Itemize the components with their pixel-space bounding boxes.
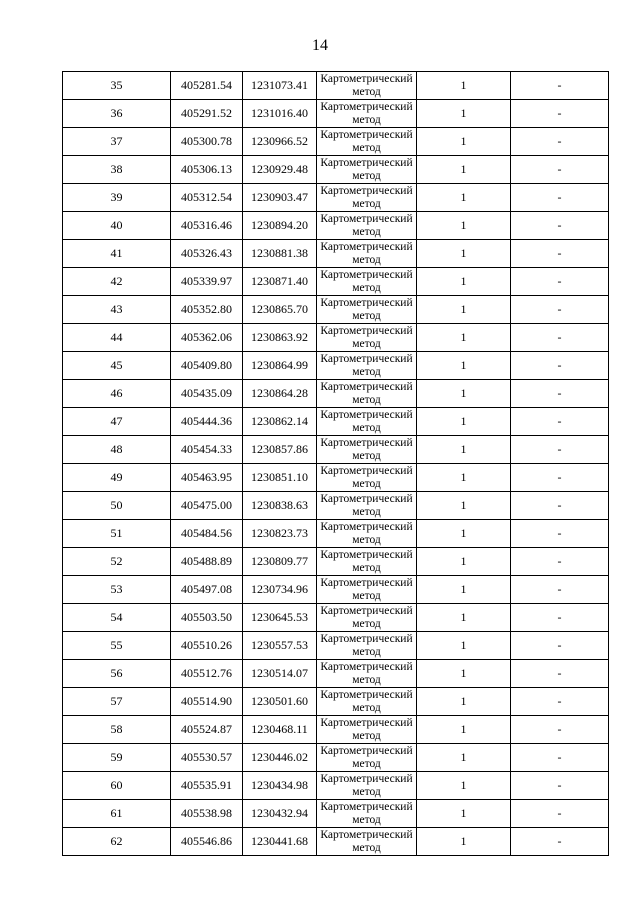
y-coordinate-cell: 1230441.68 <box>243 828 317 856</box>
table-row <box>63 632 609 660</box>
point-number-cell: 48 <box>63 436 171 464</box>
x-coordinate-cell: 405362.06 <box>171 324 243 352</box>
method-text: Картометрический метод <box>320 381 413 406</box>
table-row <box>63 100 609 128</box>
precision-cell: 1 <box>417 576 511 604</box>
point-number-cell: 37 <box>63 128 171 156</box>
x-coordinate-cell: 405409.80 <box>171 352 243 380</box>
table-row <box>63 660 609 688</box>
y-coordinate-cell: 1230966.52 <box>243 128 317 156</box>
method-text: Картометрический метод <box>320 661 413 686</box>
note-cell: - <box>511 296 609 324</box>
x-coordinate-cell: 405300.78 <box>171 128 243 156</box>
note-cell: - <box>511 520 609 548</box>
method-text: Картометрический метод <box>320 269 413 294</box>
method-text: Картометрический метод <box>320 521 413 546</box>
note-cell: - <box>511 492 609 520</box>
precision-cell: 1 <box>417 240 511 268</box>
precision-cell: 1 <box>417 464 511 492</box>
precision-cell: 1 <box>417 744 511 772</box>
table-row <box>63 716 609 744</box>
method-cell <box>317 548 417 576</box>
method-cell <box>317 72 417 100</box>
method-cell <box>317 660 417 688</box>
point-number-cell: 55 <box>63 632 171 660</box>
method-text: Картометрический метод <box>320 297 413 322</box>
method-text: Картометрический метод <box>320 437 413 462</box>
method-text: Картометрический метод <box>320 577 413 602</box>
precision-cell: 1 <box>417 632 511 660</box>
x-coordinate-cell: 405530.57 <box>171 744 243 772</box>
note-cell: - <box>511 240 609 268</box>
method-cell <box>317 296 417 324</box>
table-row <box>63 352 609 380</box>
method-cell <box>317 184 417 212</box>
point-number-cell: 42 <box>63 268 171 296</box>
point-number-cell: 43 <box>63 296 171 324</box>
x-coordinate-cell: 405306.13 <box>171 156 243 184</box>
coordinates-table <box>62 71 609 856</box>
point-number-cell: 49 <box>63 464 171 492</box>
y-coordinate-cell: 1230865.70 <box>243 296 317 324</box>
point-number-cell: 44 <box>63 324 171 352</box>
x-coordinate-cell: 405475.00 <box>171 492 243 520</box>
point-number-cell: 50 <box>63 492 171 520</box>
x-coordinate-cell: 405512.76 <box>171 660 243 688</box>
note-cell: - <box>511 828 609 856</box>
y-coordinate-cell: 1230468.11 <box>243 716 317 744</box>
note-cell: - <box>511 744 609 772</box>
method-cell <box>317 800 417 828</box>
precision-cell: 1 <box>417 772 511 800</box>
x-coordinate-cell: 405503.50 <box>171 604 243 632</box>
method-cell <box>317 520 417 548</box>
table-row <box>63 268 609 296</box>
table-row <box>63 128 609 156</box>
method-cell <box>317 380 417 408</box>
table-row <box>63 800 609 828</box>
method-text: Картометрический метод <box>320 73 413 98</box>
x-coordinate-cell: 405546.86 <box>171 828 243 856</box>
method-cell <box>317 772 417 800</box>
y-coordinate-cell: 1230645.53 <box>243 604 317 632</box>
y-coordinate-cell: 1230434.98 <box>243 772 317 800</box>
method-cell <box>317 212 417 240</box>
point-number-cell: 38 <box>63 156 171 184</box>
point-number-cell: 36 <box>63 100 171 128</box>
precision-cell: 1 <box>417 604 511 632</box>
y-coordinate-cell: 1230857.86 <box>243 436 317 464</box>
precision-cell: 1 <box>417 212 511 240</box>
table-row <box>63 156 609 184</box>
method-cell <box>317 576 417 604</box>
method-cell <box>317 156 417 184</box>
y-coordinate-cell: 1230446.02 <box>243 744 317 772</box>
point-number-cell: 56 <box>63 660 171 688</box>
method-cell <box>317 352 417 380</box>
note-cell: - <box>511 800 609 828</box>
note-cell: - <box>511 576 609 604</box>
x-coordinate-cell: 405316.46 <box>171 212 243 240</box>
method-text: Картометрический метод <box>320 101 413 126</box>
note-cell: - <box>511 128 609 156</box>
x-coordinate-cell: 405535.91 <box>171 772 243 800</box>
method-text: Картометрический метод <box>320 829 413 854</box>
x-coordinate-cell: 405524.87 <box>171 716 243 744</box>
precision-cell: 1 <box>417 352 511 380</box>
method-cell <box>317 632 417 660</box>
y-coordinate-cell: 1230881.38 <box>243 240 317 268</box>
precision-cell: 1 <box>417 296 511 324</box>
point-number-cell: 35 <box>63 72 171 100</box>
y-coordinate-cell: 1230894.20 <box>243 212 317 240</box>
point-number-cell: 57 <box>63 688 171 716</box>
y-coordinate-cell: 1230823.73 <box>243 520 317 548</box>
table-row <box>63 436 609 464</box>
table-row <box>63 492 609 520</box>
method-text: Картометрический метод <box>320 689 413 714</box>
precision-cell: 1 <box>417 324 511 352</box>
y-coordinate-cell: 1230514.07 <box>243 660 317 688</box>
table-row <box>63 324 609 352</box>
note-cell: - <box>511 268 609 296</box>
x-coordinate-cell: 405497.08 <box>171 576 243 604</box>
point-number-cell: 59 <box>63 744 171 772</box>
precision-cell: 1 <box>417 380 511 408</box>
y-coordinate-cell: 1230734.96 <box>243 576 317 604</box>
y-coordinate-cell: 1230871.40 <box>243 268 317 296</box>
precision-cell: 1 <box>417 128 511 156</box>
point-number-cell: 58 <box>63 716 171 744</box>
method-text: Картометрический метод <box>320 773 413 798</box>
method-text: Картометрический метод <box>320 241 413 266</box>
note-cell: - <box>511 772 609 800</box>
method-text: Картометрический метод <box>320 549 413 574</box>
method-cell <box>317 128 417 156</box>
point-number-cell: 45 <box>63 352 171 380</box>
table-row <box>63 772 609 800</box>
coordinates-table-body <box>63 72 609 856</box>
method-cell <box>317 716 417 744</box>
x-coordinate-cell: 405291.52 <box>171 100 243 128</box>
table-row <box>63 240 609 268</box>
x-coordinate-cell: 405463.95 <box>171 464 243 492</box>
x-coordinate-cell: 405435.09 <box>171 380 243 408</box>
method-cell <box>317 408 417 436</box>
note-cell: - <box>511 464 609 492</box>
precision-cell: 1 <box>417 268 511 296</box>
table-row <box>63 828 609 856</box>
method-cell <box>317 744 417 772</box>
x-coordinate-cell: 405484.56 <box>171 520 243 548</box>
method-text: Картометрический метод <box>320 633 413 658</box>
method-cell <box>317 268 417 296</box>
note-cell: - <box>511 156 609 184</box>
note-cell: - <box>511 604 609 632</box>
method-cell <box>317 464 417 492</box>
point-number-cell: 46 <box>63 380 171 408</box>
note-cell: - <box>511 716 609 744</box>
method-text: Картометрический метод <box>320 157 413 182</box>
table-row <box>63 296 609 324</box>
table-row <box>63 604 609 632</box>
y-coordinate-cell: 1230838.63 <box>243 492 317 520</box>
x-coordinate-cell: 405538.98 <box>171 800 243 828</box>
method-text: Картометрический метод <box>320 465 413 490</box>
method-cell <box>317 604 417 632</box>
method-cell <box>317 828 417 856</box>
y-coordinate-cell: 1230557.53 <box>243 632 317 660</box>
note-cell: - <box>511 324 609 352</box>
method-text: Картометрический метод <box>320 745 413 770</box>
method-cell <box>317 100 417 128</box>
method-text: Картометрический метод <box>320 717 413 742</box>
precision-cell: 1 <box>417 716 511 744</box>
method-cell <box>317 324 417 352</box>
note-cell: - <box>511 436 609 464</box>
y-coordinate-cell: 1231016.40 <box>243 100 317 128</box>
y-coordinate-cell: 1230851.10 <box>243 464 317 492</box>
precision-cell: 1 <box>417 828 511 856</box>
precision-cell: 1 <box>417 492 511 520</box>
note-cell: - <box>511 352 609 380</box>
x-coordinate-cell: 405514.90 <box>171 688 243 716</box>
point-number-cell: 41 <box>63 240 171 268</box>
table-row <box>63 212 609 240</box>
table-row <box>63 520 609 548</box>
method-text: Картометрический метод <box>320 185 413 210</box>
point-number-cell: 54 <box>63 604 171 632</box>
note-cell: - <box>511 408 609 436</box>
note-cell: - <box>511 212 609 240</box>
y-coordinate-cell: 1230929.48 <box>243 156 317 184</box>
point-number-cell: 60 <box>63 772 171 800</box>
note-cell: - <box>511 632 609 660</box>
point-number-cell: 47 <box>63 408 171 436</box>
x-coordinate-cell: 405326.43 <box>171 240 243 268</box>
precision-cell: 1 <box>417 408 511 436</box>
precision-cell: 1 <box>417 156 511 184</box>
table-row <box>63 688 609 716</box>
point-number-cell: 52 <box>63 548 171 576</box>
note-cell: - <box>511 688 609 716</box>
table-row <box>63 548 609 576</box>
note-cell: - <box>511 548 609 576</box>
note-cell: - <box>511 72 609 100</box>
x-coordinate-cell: 405444.36 <box>171 408 243 436</box>
x-coordinate-cell: 405510.26 <box>171 632 243 660</box>
precision-cell: 1 <box>417 72 511 100</box>
point-number-cell: 62 <box>63 828 171 856</box>
y-coordinate-cell: 1230863.92 <box>243 324 317 352</box>
table-row <box>63 464 609 492</box>
method-cell <box>317 492 417 520</box>
note-cell: - <box>511 100 609 128</box>
table-row <box>63 380 609 408</box>
table-row <box>63 72 609 100</box>
table-row <box>63 408 609 436</box>
method-text: Картометрический метод <box>320 325 413 350</box>
y-coordinate-cell: 1231073.41 <box>243 72 317 100</box>
precision-cell: 1 <box>417 548 511 576</box>
x-coordinate-cell: 405312.54 <box>171 184 243 212</box>
method-cell <box>317 688 417 716</box>
precision-cell: 1 <box>417 100 511 128</box>
method-text: Картометрический метод <box>320 605 413 630</box>
y-coordinate-cell: 1230809.77 <box>243 548 317 576</box>
note-cell: - <box>511 184 609 212</box>
point-number-cell: 51 <box>63 520 171 548</box>
y-coordinate-cell: 1230903.47 <box>243 184 317 212</box>
x-coordinate-cell: 405339.97 <box>171 268 243 296</box>
page-number: 14 <box>312 37 328 54</box>
y-coordinate-cell: 1230432.94 <box>243 800 317 828</box>
precision-cell: 1 <box>417 688 511 716</box>
method-text: Картометрический метод <box>320 353 413 378</box>
x-coordinate-cell: 405352.80 <box>171 296 243 324</box>
method-cell <box>317 240 417 268</box>
precision-cell: 1 <box>417 184 511 212</box>
method-text: Картометрический метод <box>320 409 413 434</box>
table-row <box>63 576 609 604</box>
precision-cell: 1 <box>417 520 511 548</box>
table-row <box>63 184 609 212</box>
point-number-cell: 39 <box>63 184 171 212</box>
table-row <box>63 744 609 772</box>
precision-cell: 1 <box>417 660 511 688</box>
precision-cell: 1 <box>417 800 511 828</box>
method-text: Картометрический метод <box>320 213 413 238</box>
point-number-cell: 53 <box>63 576 171 604</box>
point-number-cell: 40 <box>63 212 171 240</box>
method-text: Картометрический метод <box>320 493 413 518</box>
precision-cell: 1 <box>417 436 511 464</box>
point-number-cell: 61 <box>63 800 171 828</box>
y-coordinate-cell: 1230862.14 <box>243 408 317 436</box>
x-coordinate-cell: 405454.33 <box>171 436 243 464</box>
method-text: Картометрический метод <box>320 801 413 826</box>
method-cell <box>317 436 417 464</box>
note-cell: - <box>511 660 609 688</box>
note-cell: - <box>511 380 609 408</box>
x-coordinate-cell: 405488.89 <box>171 548 243 576</box>
y-coordinate-cell: 1230864.28 <box>243 380 317 408</box>
y-coordinate-cell: 1230501.60 <box>243 688 317 716</box>
y-coordinate-cell: 1230864.99 <box>243 352 317 380</box>
method-text: Картометрический метод <box>320 129 413 154</box>
x-coordinate-cell: 405281.54 <box>171 72 243 100</box>
